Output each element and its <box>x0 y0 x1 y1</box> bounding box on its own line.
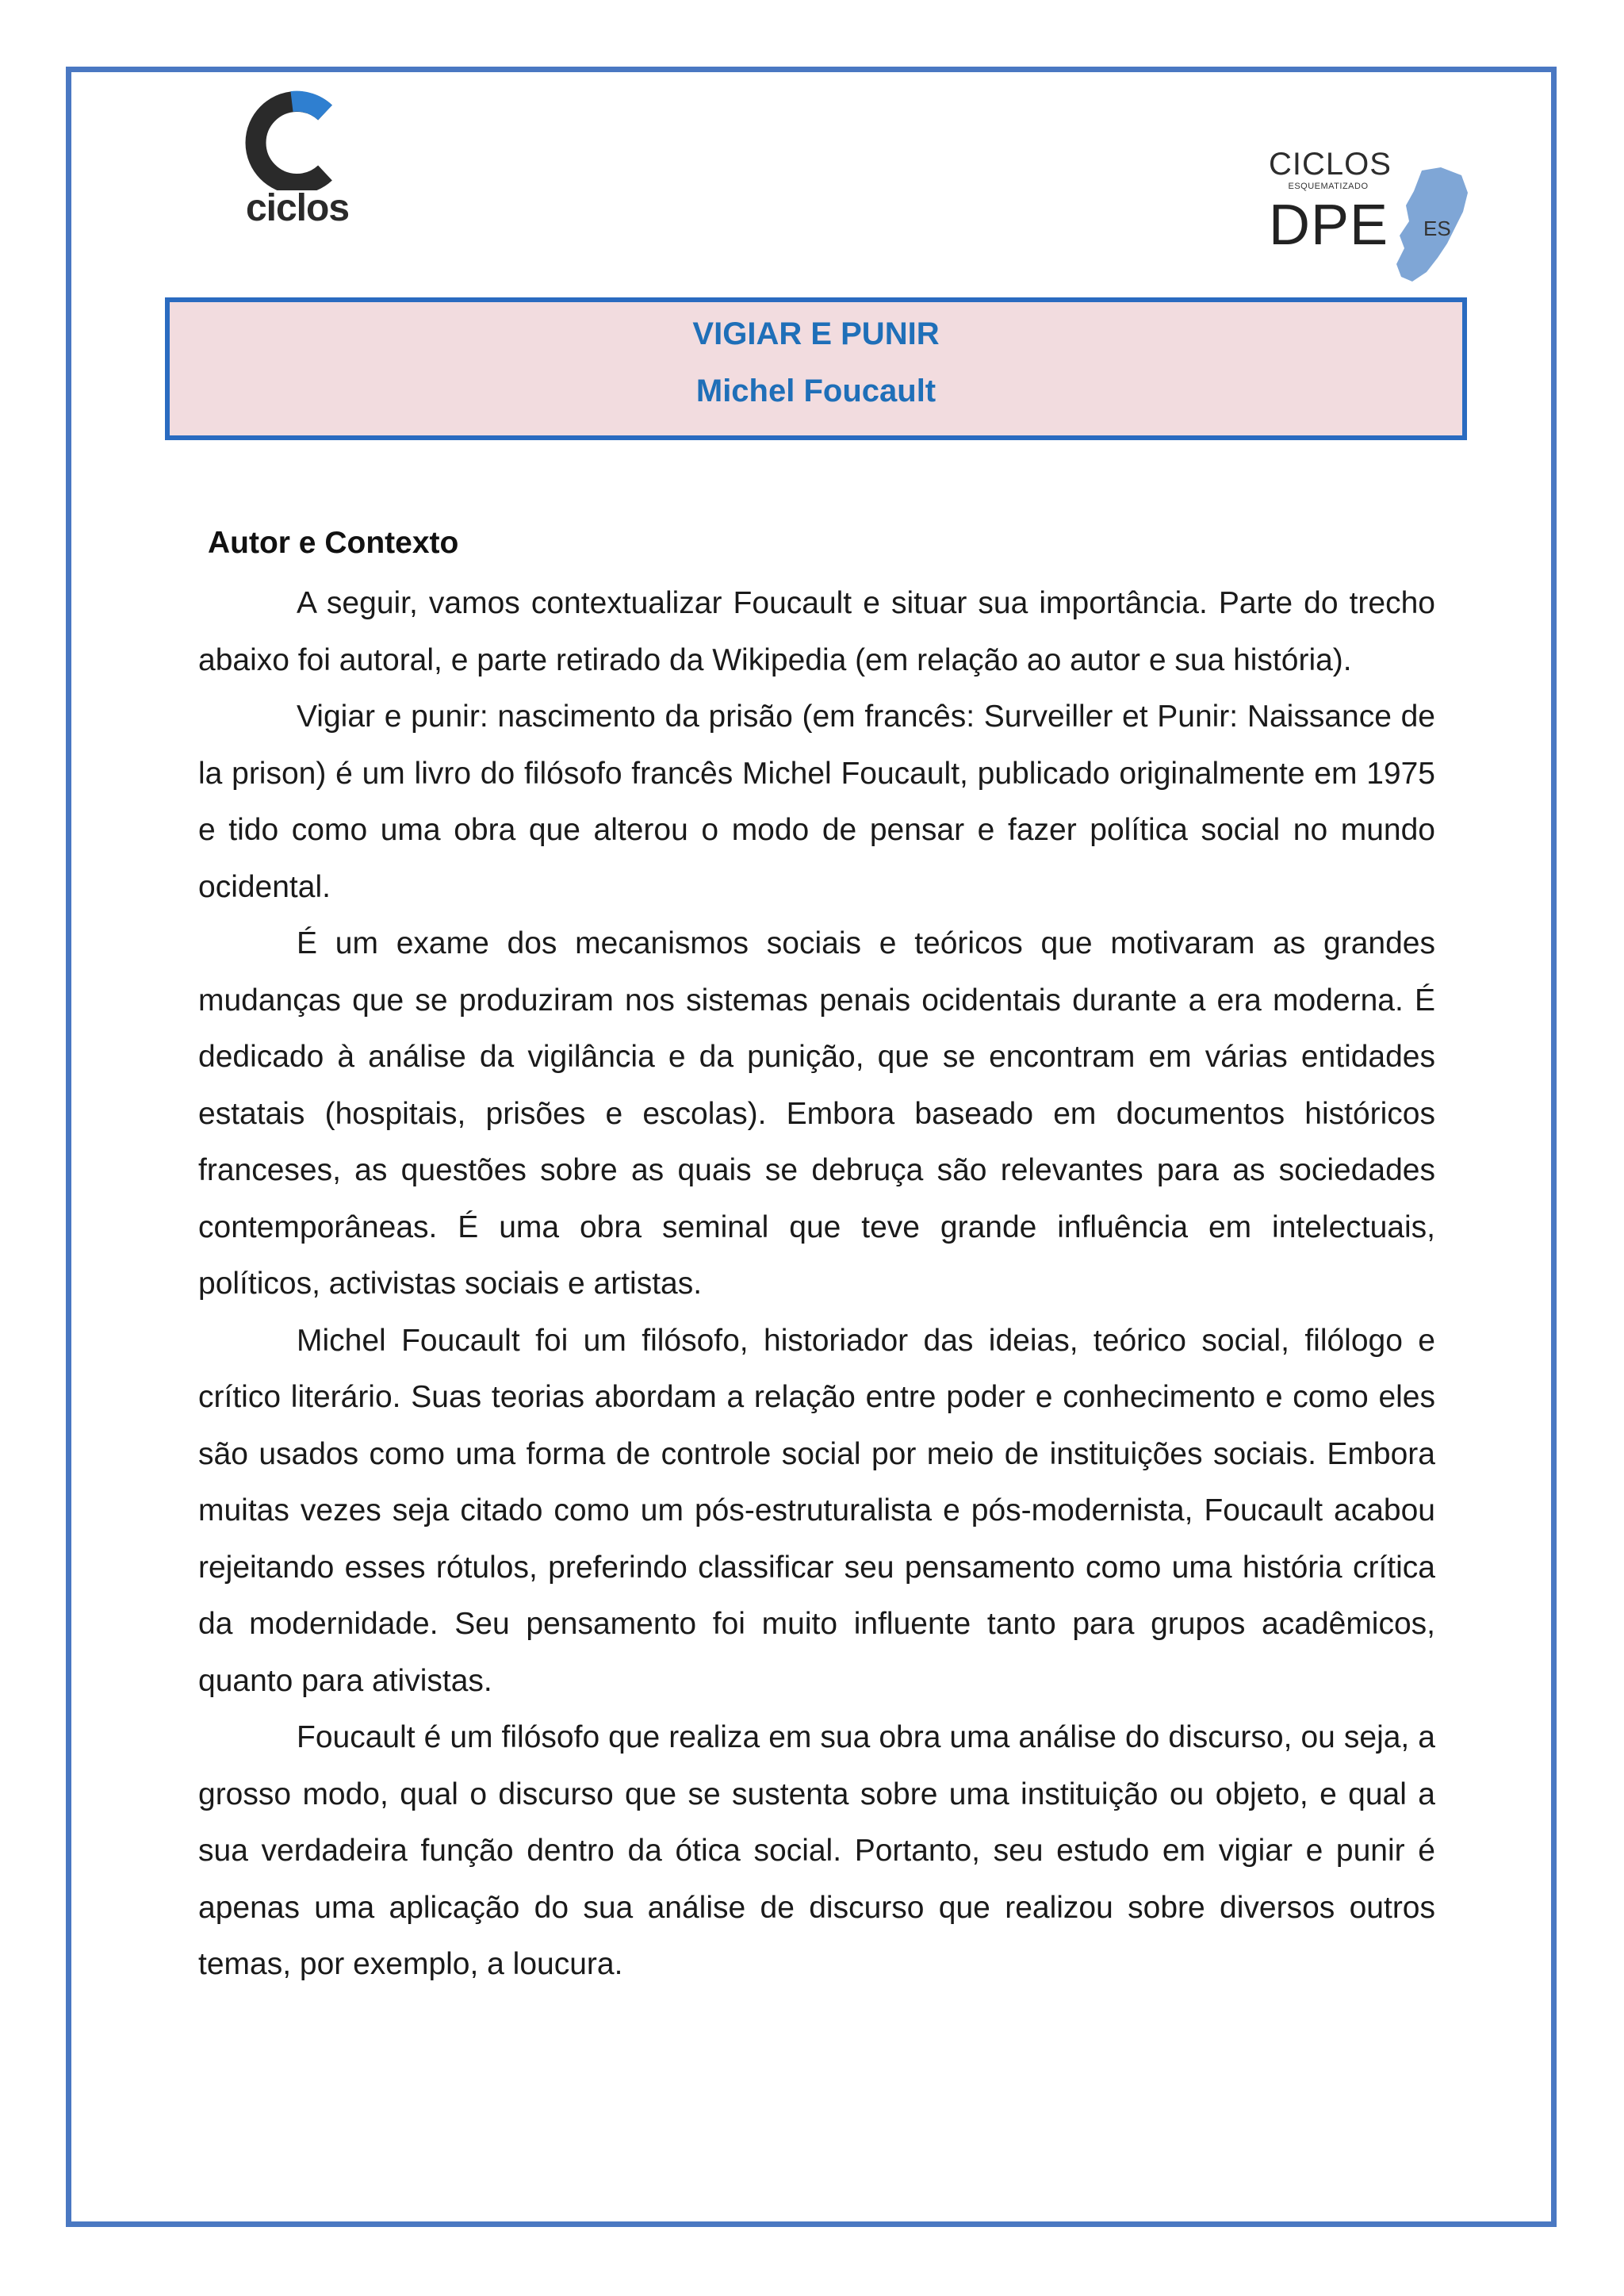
ciclos-logo-text: ciclos <box>245 187 350 229</box>
paragraph: É um exame dos mecanismos sociais e teóricos que motivaram as grandes mudanças que se produziram nos sistemas penais ocidentais durante a era moderna. É dedicado à análise da vigilância e da punição, que se encontram em várias entidades estatais (hospitais, prisões e escolas). Embora baseado em documentos históricos franceses, as questões sobre as quais se debruça são relevantes para as sociedades contemporâneas. É uma obra seminal que teve grande influência em intelectuais, políticos, activistas sociais e artistas. <box>198 926 1435 1301</box>
document-title: VIGIAR E PUNIR <box>692 316 940 351</box>
document-body <box>198 519 1435 1993</box>
paragraph: Foucault é um filósofo que realiza em sua obra uma análise do discurso, ou seja, a grosso modo, qual o discurso que se sustenta sobre uma instituição ou objeto, e qual a sua verdadeira função dentro da ótica social. Portanto, seu estudo em vigiar e punir é apenas uma aplicação do sua análise de discurso que realizou sobre diversos outros temas, por exemplo, a loucura. <box>198 1720 1435 1981</box>
ciclos-c-icon <box>206 87 389 190</box>
paragraph: Vigiar e punir: nascimento da prisão (em francês: Surveiller et Punir: Naissance de la prison) é um livro do filósofo francês Michel Foucault, publicado originalmente em 1975 e tido como uma obra que alterou o modo de pensar e fazer política social no mundo ocidental. <box>198 700 1435 904</box>
title-box <box>165 297 1467 440</box>
logo-esquematizado-text: ESQUEMATIZADO <box>1288 182 1369 191</box>
logo-es-badge: ES <box>1423 217 1451 240</box>
paragraph: Michel Foucault foi um filósofo, historiador das ideias, teórico social, filólogo e crítico literário. Suas teorias abordam a relação entre poder e conhecimento e como eles são usados como uma forma de controle social por meio de instituições sociais. Embora muitas vezes seja citado como um pós-estruturalista e pós-modernista, Foucault acabou rejeitando esses rótulos, preferindo classificar seu pensamento como uma história crítica da modernidade. Seu pensamento foi muito influente tanto para grupos acadêmicos, quanto para ativistas. <box>198 1323 1435 1698</box>
section-heading: Autor e Contexto <box>208 526 459 560</box>
ciclos-dpe-logo <box>1269 147 1475 286</box>
ciclos-logo <box>206 87 389 258</box>
logo-ciclos-text: CICLOS <box>1269 147 1392 182</box>
document-author: Michel Foucault <box>695 374 936 408</box>
logo-dpe-text: DPE <box>1269 194 1389 257</box>
paragraph: A seguir, vamos contextualizar Foucault e situar sua importância. Parte do trecho abaixo foi autoral, e parte retirado da Wikipedia (em relação ao autor e sua história). <box>198 586 1435 677</box>
